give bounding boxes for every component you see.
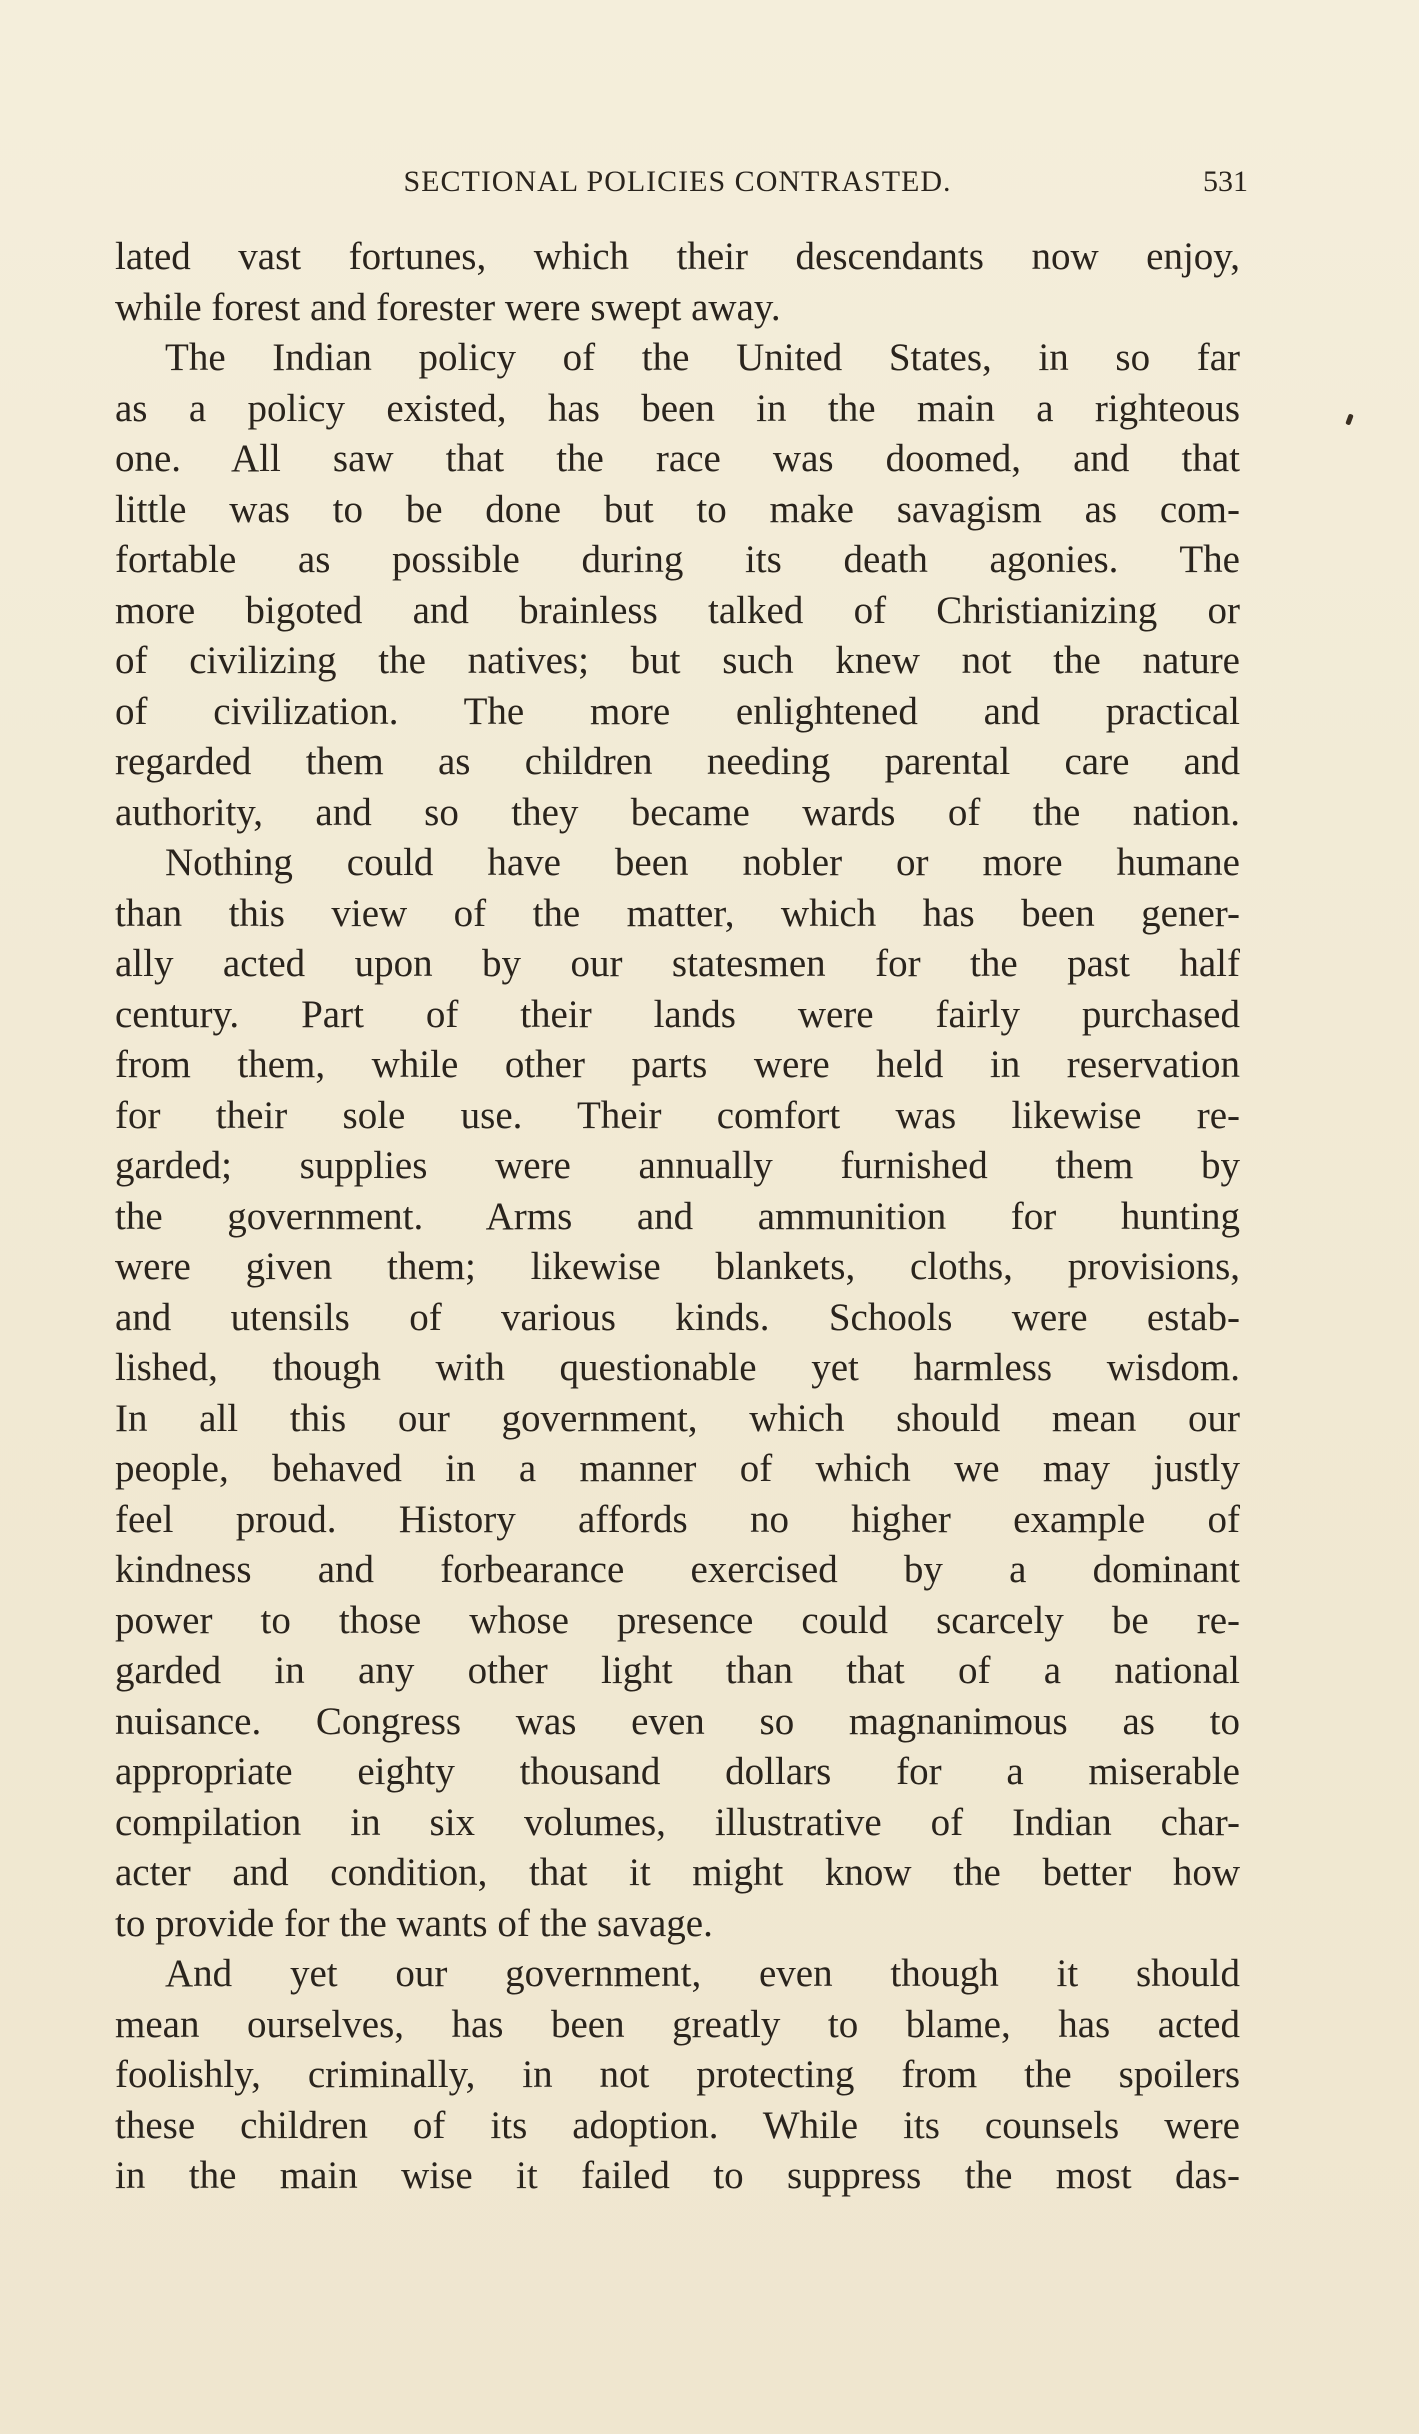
text-line: and utensils of various kinds. Schools were estab- <box>115 1295 1240 1339</box>
text-line: nuisance. Congress was even so magnanimous as to <box>115 1699 1240 1743</box>
text-line: for their sole use. Their comfort was likewise re- <box>115 1093 1240 1137</box>
paragraph-start-line: The Indian policy of the United States, in so far <box>165 336 1240 379</box>
ink-speck <box>1345 413 1353 425</box>
text-line: mean ourselves, has been greatly to blame, has acted <box>115 2002 1240 2046</box>
text-line: authority, and so they became wards of the nation. <box>115 790 1240 834</box>
text-line: fortable as possible during its death agonies. The <box>115 538 1240 581</box>
text-line: kindness and forbearance exercised by a dominant <box>115 1548 1240 1591</box>
text-line: one. All saw that the race was doomed, and that <box>115 437 1240 480</box>
text-line: from them, while other parts were held in reservation <box>115 1043 1240 1086</box>
text-line: more bigoted and brainless talked of Christianizing or <box>115 588 1240 632</box>
text-line: compilation in six volumes, illustrative of Indian char- <box>115 1800 1240 1844</box>
text-line: to provide for the wants of the savage. <box>115 1901 713 1945</box>
text-line: people, behaved in a manner of which we may justly <box>115 1447 1240 1490</box>
body-text <box>115 232 1240 2202</box>
page-number: 531 <box>1203 165 1248 198</box>
running-head <box>115 162 1248 202</box>
text-line: while forest and forester were swept away. <box>115 285 781 329</box>
text-line: century. Part of their lands were fairly purchased <box>115 992 1240 1036</box>
text-line: of civilization. The more enlightened and practical <box>115 689 1240 733</box>
text-line: the government. Arms and ammunition for hunting <box>115 1194 1240 1238</box>
text-line: lated vast fortunes, which their descendants now enjoy, <box>115 235 1240 278</box>
text-line: little was to be done but to make savagism as com- <box>115 487 1240 531</box>
text-line: appropriate eighty thousand dollars for a miserable <box>115 1750 1240 1793</box>
text-line: in the main wise it failed to suppress the most das- <box>115 2154 1240 2197</box>
text-line: of civilizing the natives; but such knew not the nature <box>115 639 1240 682</box>
text-line: acter and condition, that it might know the better how <box>115 1851 1240 1894</box>
text-line: In all this our government, which should mean our <box>115 1396 1240 1440</box>
text-line: lished, though with questionable yet harmless wisdom. <box>115 1346 1240 1389</box>
paragraph-start-line: And yet our government, even though it should <box>165 1952 1240 1995</box>
text-line: than this view of the matter, which has been gener- <box>115 891 1240 935</box>
text-line: were given them; likewise blankets, cloths, provisions, <box>115 1245 1240 1288</box>
text-line: feel proud. History affords no higher example of <box>115 1497 1240 1541</box>
text-line: garded in any other light than that of a national <box>115 1649 1240 1692</box>
paragraph-start-line: Nothing could have been nobler or more humane <box>165 841 1240 884</box>
text-line: as a policy existed, has been in the main a righteous <box>115 386 1240 430</box>
page-title: SECTIONAL POLICIES CONTRASTED. <box>403 165 952 198</box>
text-line: these children of its adoption. While its counsels were <box>115 2103 1240 2147</box>
text-line: regarded them as children needing parental care and <box>115 740 1240 783</box>
text-line: foolishly, criminally, in not protecting from the spoilers <box>115 2053 1240 2096</box>
text-line: ally acted upon by our statesmen for the past half <box>115 942 1240 985</box>
text-line: power to those whose presence could scarcely be re- <box>115 1598 1240 1642</box>
text-line: garded; supplies were annually furnished them by <box>115 1144 1240 1187</box>
